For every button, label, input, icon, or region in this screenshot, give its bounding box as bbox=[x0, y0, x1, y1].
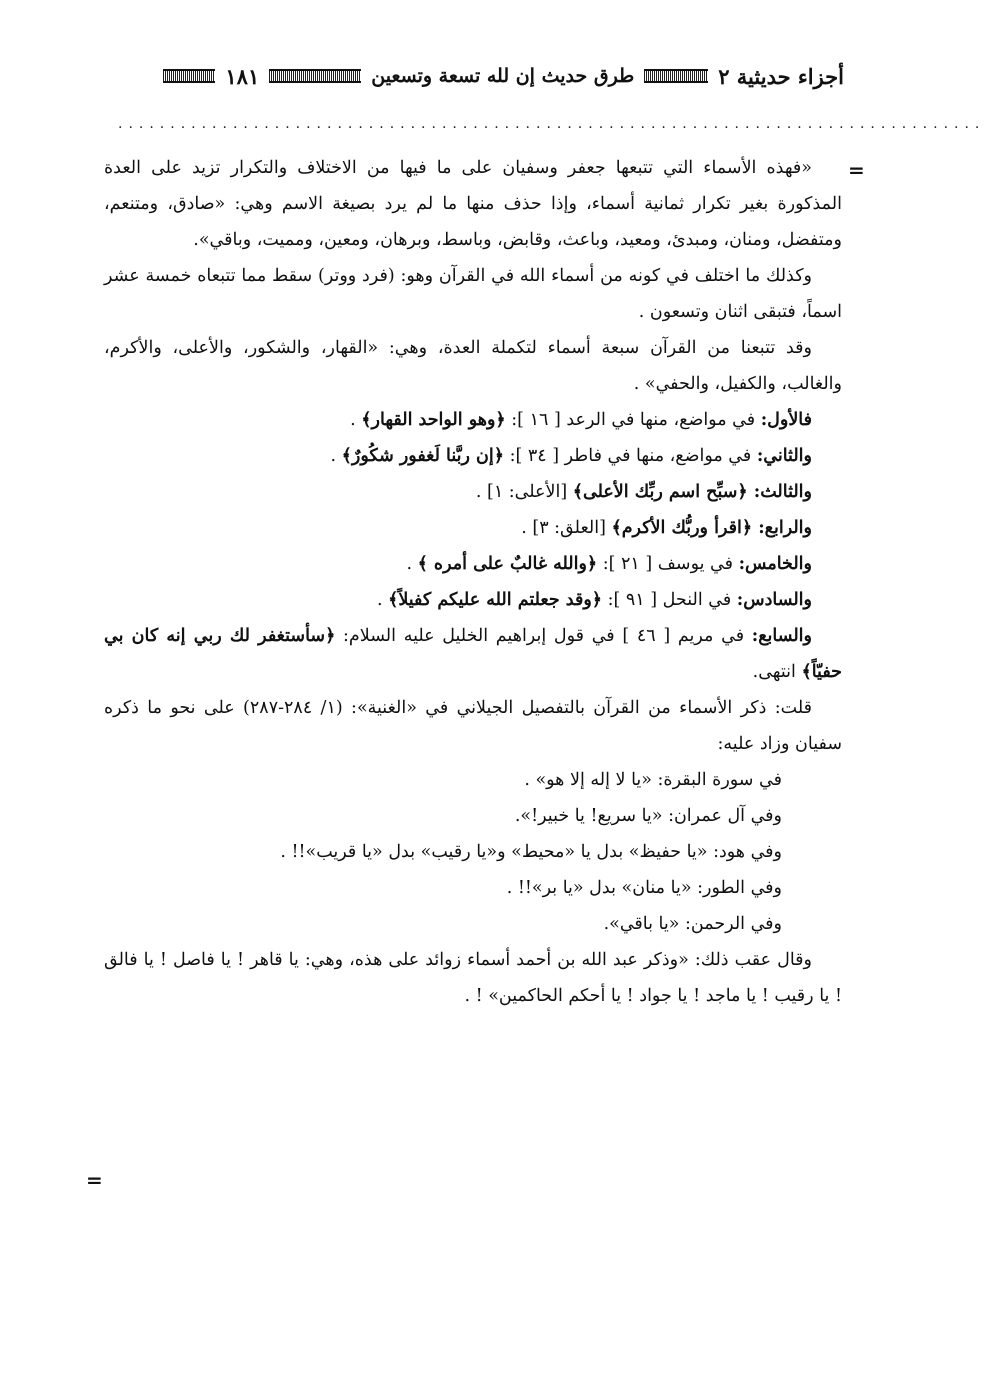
list-item bbox=[104, 582, 842, 618]
paragraph: وكذلك ما اختلف في كونه من أسماء الله في القرآن وهو: (فرد ووتر) سقط مما تتبعاه خمسة عشر اسماً، فتبقى اثنان وتسعون . bbox=[104, 266, 842, 322]
page-number: ١٨١ bbox=[225, 63, 260, 89]
sub-item: في سورة البقرة: «يا لا إله إلا هو» . bbox=[524, 770, 782, 790]
sub-item: وفي آل عمران: «يا سريع! يا خبير!». bbox=[514, 806, 782, 826]
item-text: في مريم [ ٤٦ ] في قول إبراهيم الخليل عليه السلام: bbox=[335, 626, 752, 646]
quran-quote: ﴿وقد جعلتم الله عليكم كفيلاً﴾ bbox=[388, 590, 603, 610]
sub-item: وفي هود: «يا حفيظ» بدل يا «محيط» و«يا رقيب» بدل «يا قريب»!! . bbox=[280, 842, 782, 862]
list-item bbox=[104, 438, 842, 474]
paragraph: وقد تتبعنا من القرآن سبعة أسماء لتكملة العدة، وهي: «القهار، والشكور، والأعلى، والأكرم، والغالب، والكفيل، والحفي» . bbox=[104, 338, 842, 394]
list-item bbox=[104, 618, 842, 690]
paragraph: «فهذه الأسماء التي تتبعها جعفر وسفيان على ما فيها من الاختلاف والتكرار تزيد على العدة المذكورة بغير تكرار ثمانية أسماء، وإذا حذف منها ما لم يرد بصيغة الاسم وهي: «صادق، ومتنعم، ومتفضل، ومنان، ومبدئ، ومعيد، وباعث، وقابض، وباسط، وبرهان، ومعين، ومميت، وباقي». bbox=[104, 158, 842, 250]
item-label: والخامس: bbox=[738, 554, 812, 574]
continuation-mark-top: = bbox=[848, 158, 865, 182]
header-rule bbox=[269, 69, 361, 83]
item-end: انتهى. bbox=[752, 662, 802, 682]
running-header bbox=[108, 56, 844, 96]
book-title: أجزاء حديثية ٢ bbox=[718, 63, 844, 89]
list-item bbox=[104, 474, 842, 510]
item-label: والثالث: bbox=[753, 482, 812, 502]
list-item bbox=[104, 510, 842, 546]
item-label: والسابع: bbox=[751, 626, 812, 646]
item-end: . bbox=[350, 410, 362, 430]
item-label: والثاني: bbox=[756, 446, 812, 466]
quran-quote: ﴿وهو الواحد القهار﴾ bbox=[361, 410, 506, 430]
quran-quote: ﴿إن ربَّنا لَغفور شكُورٌ﴾ bbox=[341, 446, 505, 466]
quran-quote: ﴿والله غالبٌ على أمره ﴾ bbox=[417, 554, 598, 574]
paragraph: قلت: ذكر الأسماء من القرآن بالتفصيل الجيلاني في «الغنية»: (١/ ٢٨٤-٢٨٧) على نحو ما ذكره سفيان وزاد عليه: bbox=[104, 698, 842, 754]
item-label: والسادس: bbox=[736, 590, 812, 610]
header-rule bbox=[163, 69, 215, 83]
sub-item: وفي الطور: «يا منان» بدل «يا بر»!! . bbox=[506, 878, 782, 898]
item-label: فالأول: bbox=[760, 410, 812, 430]
item-text: [الأعلى: ١] . bbox=[475, 482, 573, 502]
dotted-separator: ................................................................................... bbox=[118, 116, 985, 132]
sub-item: وفي الرحمن: «يا باقي». bbox=[603, 914, 782, 934]
quran-quote: ﴿اقرأ وربُّك الأكرم﴾ bbox=[611, 518, 759, 538]
item-text: في مواضع، منها في فاطر [ ٣٤ ]: bbox=[504, 446, 757, 466]
list-item bbox=[104, 402, 842, 438]
quran-quote: ﴿سأستغفر لك ربي إنه كان بي حفيّاً﴾ bbox=[104, 626, 842, 682]
item-text: في مواضع، منها في الرعد [ ١٦ ]: bbox=[505, 410, 761, 430]
item-end: . bbox=[376, 590, 389, 610]
item-end: . bbox=[330, 446, 342, 466]
paragraph: وقال عقب ذلك: «وذكر عبد الله بن أحمد أسماء زوائد على هذه، وهي: يا قاهر ! يا فاصل ! يا فالق ! يا رقيب ! يا ماجد ! يا جواد ! يا أحكم الحاكمين» ! . bbox=[104, 950, 842, 1006]
item-text: في يوسف [ ٢١ ]: bbox=[597, 554, 739, 574]
page-body bbox=[104, 150, 842, 1014]
list-item bbox=[104, 546, 842, 582]
item-label: والرابع: bbox=[758, 518, 812, 538]
header-rule bbox=[644, 69, 708, 83]
item-text: [العلق: ٣] . bbox=[521, 518, 612, 538]
chapter-title: طرق حديث إن لله تسعة وتسعين bbox=[371, 65, 635, 87]
item-text: في النحل [ ٩١ ]: bbox=[602, 590, 737, 610]
continuation-mark-bottom: = bbox=[86, 1168, 103, 1192]
quran-quote: ﴿سبِّح اسم ربِّك الأعلى﴾ bbox=[572, 482, 754, 502]
item-end: . bbox=[406, 554, 418, 574]
